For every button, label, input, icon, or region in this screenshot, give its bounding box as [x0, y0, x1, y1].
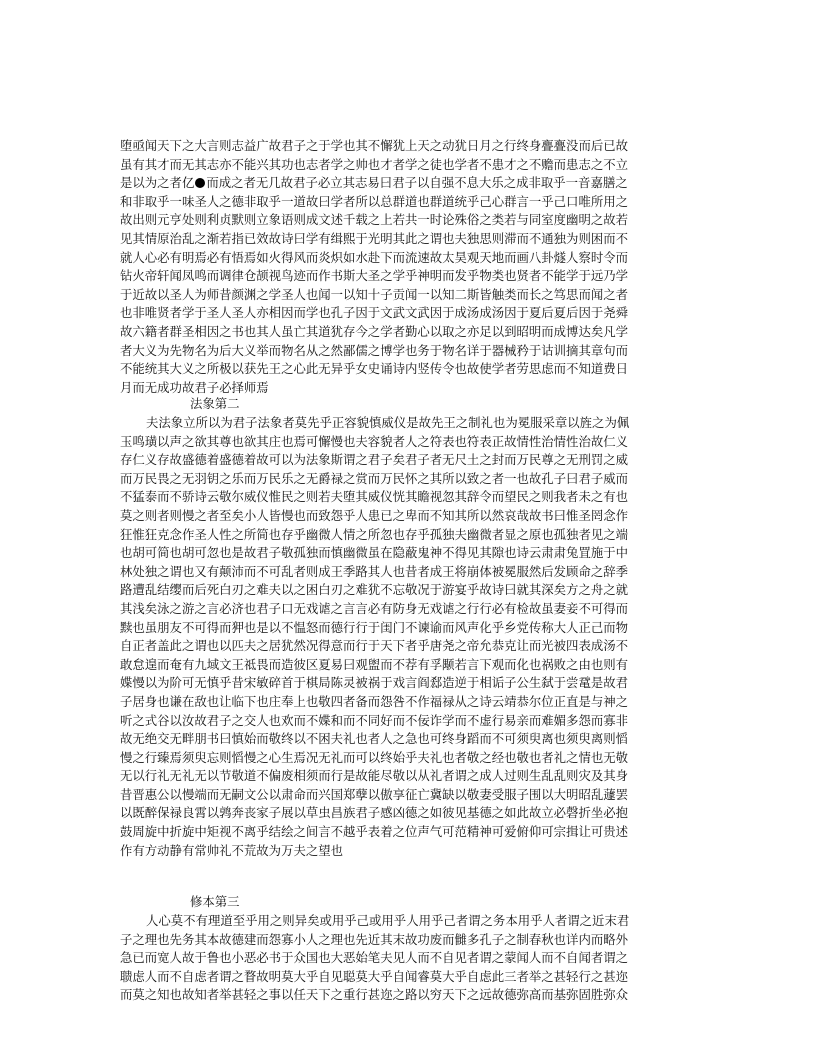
- section-xiu-ben-text: [120, 912, 700, 1005]
- text-line: 不猛泰而不骄诗云敬尔威仪惟民之则若夫堕其威仪恍其瞻视忽其辞令而望民之则我者未之有也: [120, 489, 629, 505]
- text-line: 自正者盖此之谓也以匹夫之居犹然况得意而行于天下者乎唐尧之帝允恭克让而光被四表成汤不: [120, 638, 629, 654]
- text-line: 而万民畏之无羽钥之乐而万民乐之无爵禄之赏而万民怀之其所以致之者一也故孔子曰君子威而: [120, 470, 629, 486]
- paragraph-first-line: 人心莫不有理道至乎用之则异矣或用乎己或用乎人用乎己者谓之务本用乎人者谓之近末君: [146, 913, 630, 928]
- section-previous-text: [120, 137, 700, 397]
- text-line: 子之理也先务其本故德建而怨寡小人之理也先近其末故功废而雠多孔子之制春秋也详内而略外: [120, 931, 629, 947]
- text-line: 而莫之知也故知者举甚轻之事以任天下之重行甚迩之路以穷天下之远故德弥高而基弥固胜弥众: [120, 987, 629, 1003]
- text-line: 以既醉保禄良霄以鹑奔丧家子展以草虫昌族君子感凶德之如彼见基德之如此故立必磬折坐必抱: [120, 805, 629, 821]
- text-line: 也胡可简也胡可忽也是故君子敬孤独而慎幽微虽在隐蔽鬼神不得见其隙也诗云肃肃兔罝施于中: [120, 545, 629, 561]
- text-line: 作有方动静有常帅礼不荒故为万夫之望也: [120, 842, 344, 858]
- text-line: 就人心必有明焉必有悟焉如火得风而炎炽如水赴下而流速故太昊观天地而画八卦燧人察时令而: [120, 249, 629, 265]
- text-line: 鼓周旋中折旋中矩视不离乎结绘之间言不越乎表着之位声气可范精神可爱俯仰可宗揖让可贵述: [120, 824, 629, 840]
- text-line: 慢之行臻焉须臾忘则慆慢之心生焉况无礼而可以终始乎夫礼也者敬之经也敬也者礼之情也无敬: [120, 749, 629, 765]
- text-line: 也非唯贤者学于圣人圣人亦相因而学也孔子因于文武文武因于成汤成汤因于夏后夏后因于尧舜: [120, 305, 629, 321]
- text-line-with-bullet: 是以为之者亿 而成之者无几故君子必立其志易曰君子以自强不息大乐之成非取乎一音嘉膳之: [120, 175, 628, 191]
- text-line: 其浅矣泳之游之言必济也君子口无戏谑之言言必有防身无戏谑之行行必有检故虽妻妾不可得而: [120, 600, 629, 616]
- text-line: 玉鸣璜以声之欲其尊也欲其庄也焉可懈慢也夫容貌者人之符表也符表正故情性治情性治故仁义: [120, 433, 629, 449]
- text-line: 莫之则者则慢之者至矣小人皆慢也而致怨乎人患已之卑而不知其所以然哀哉故书曰惟圣罔念作: [120, 507, 629, 523]
- bullet-mark-icon: [195, 178, 205, 188]
- text-line: 昔晋惠公以慢端而无嗣文公以肃命而兴国郑孽以傲享征亡冀缺以敬妻受服子围以大明昭乱蘧罢: [120, 786, 629, 802]
- text-line: 故出则元亨处则利贞默则立象语则成文述千载之上若共一时论殊俗之类若与同室度幽明之故若: [120, 212, 629, 228]
- text-line: 不能统其大义之所极以获先王之心此无异乎女史诵诗内竖传令也故使学者劳思虑而不知道费日: [120, 361, 629, 377]
- paragraph-first-line: 夫法象立所以为君子法象者莫先乎正容貌慎威仪是故先王之制礼也为冕服采章以旌之为佩: [146, 415, 630, 430]
- text-line: 者大义为先物名为后大义举而物名从之然鄙儒之博学也务于物名详于器械矜于诂训摘其章句而: [120, 342, 629, 358]
- text-line: 子居身也谦在敌也让临下也庄奉上也敬四者备而怨咎不作福禄从之诗云靖恭尔位正直是与神之: [120, 693, 629, 709]
- text-line: 故无绝交无畔朋书曰慎始而敬终以不困夫礼也者人之急也可终身蹈而不可须臾离也须臾离则慆: [120, 731, 629, 747]
- text-line: 钻火帝轩闻凤鸣而调律仓颉视鸟迹而作书斯大圣之学乎神明而发乎物类也贤者不能学于远乃学: [120, 268, 629, 284]
- text-line: 和非取乎一味圣人之德非取乎一道故曰学者所以总群道也群道统乎己心群言一乎己口唯所用之: [120, 193, 629, 209]
- text-line: 虽有其才而无其志亦不能兴其功也志者学之帅也才者学之徒也学者不患才之不赡而患志之不立: [120, 156, 629, 172]
- text-line: 存仁义存故盛德着盛德着故可以为法象斯谓之君子矣君子者无尺土之封而万民尊之无刑罚之威: [120, 452, 629, 468]
- text-line: 堕亟闻天下之大言则志益广故君子之于学也其不懈犹上天之动犹日月之行终身亹亹没而后已故: [120, 138, 629, 153]
- section-heading-xiu-ben: 修本第三: [190, 894, 240, 909]
- section-fa-xiang-text: [120, 414, 700, 860]
- text-line: 路遭乱结缨而后死白刃之难夫以之困白刃之难犹不忘敬况于游宴乎故诗曰就其深矣方之舟之就: [120, 582, 629, 598]
- text-line: 林处独之谓也又有颠沛而不可乱者则成王季路其人也昔者成王将崩体被冕服然后发顾命之辞季: [120, 563, 629, 579]
- text-line: 媟慢以为阶可无慎乎昔宋敏碎首于棋局陈灵被祸于戏言阎郄造逆于相诟子公生弑于尝鼋是故君: [120, 675, 629, 691]
- text-line: 见其情原治乱之渐若指已效故诗曰学有缉熙于光明其此之谓也夫独思则滞而不通独为则困而不: [120, 230, 629, 246]
- text-line: 于近故以圣人为师昔颜渊之学圣人也闻一以知十子贡闻一以知二斯皆触类而长之笃思而闻之者: [120, 286, 629, 302]
- text-line: 急已而宽人故于鲁也小恶必书于众国也大恶始笔夫见人而不自见者谓之蒙闻人而不自闻者谓之: [120, 950, 629, 966]
- text-line: 狂惟狂克念作圣人性之所简也存乎幽微人情之所忽也存乎孤独夫幽微者显之原也孤独者见之端: [120, 526, 629, 542]
- text-line: 聩虑人而不自虑者谓之瞀故明莫大乎自见聪莫大乎自闻睿莫大乎自虑此三者举之甚轻行之甚迩: [120, 968, 629, 984]
- text-line: 无以行礼无礼无以节敬道不偏废相须而行是故能尽敬以从礼者谓之成人过则生乱乱则灾及其身: [120, 768, 629, 784]
- section-heading-fa-xiang: 法象第二: [190, 396, 240, 411]
- text-line: 黩也虽朋友不可得而狎也是以不愠怒而德行行于闺门不谏谕而风声化乎乡党传称大人正己而物: [120, 619, 629, 635]
- text-line: 故六籍者群圣相因之书也其人虽亡其道犹存今之学者勤心以取之亦足以到昭明而成博达矣凡学: [120, 323, 629, 339]
- text-line: 敢怠遑而奄有九域文王祗畏而造彼区夏易曰观盥而不荐有孚颙若言下观而化也祸败之由也则有: [120, 656, 629, 672]
- text-line: 听之式谷以汝故君子之交人也欢而不媟和而不同好而不佞诈学而不虚行易亲而难媚多怨而寡非: [120, 712, 629, 728]
- text-line: 月而无成功故君子必择师焉: [120, 379, 269, 395]
